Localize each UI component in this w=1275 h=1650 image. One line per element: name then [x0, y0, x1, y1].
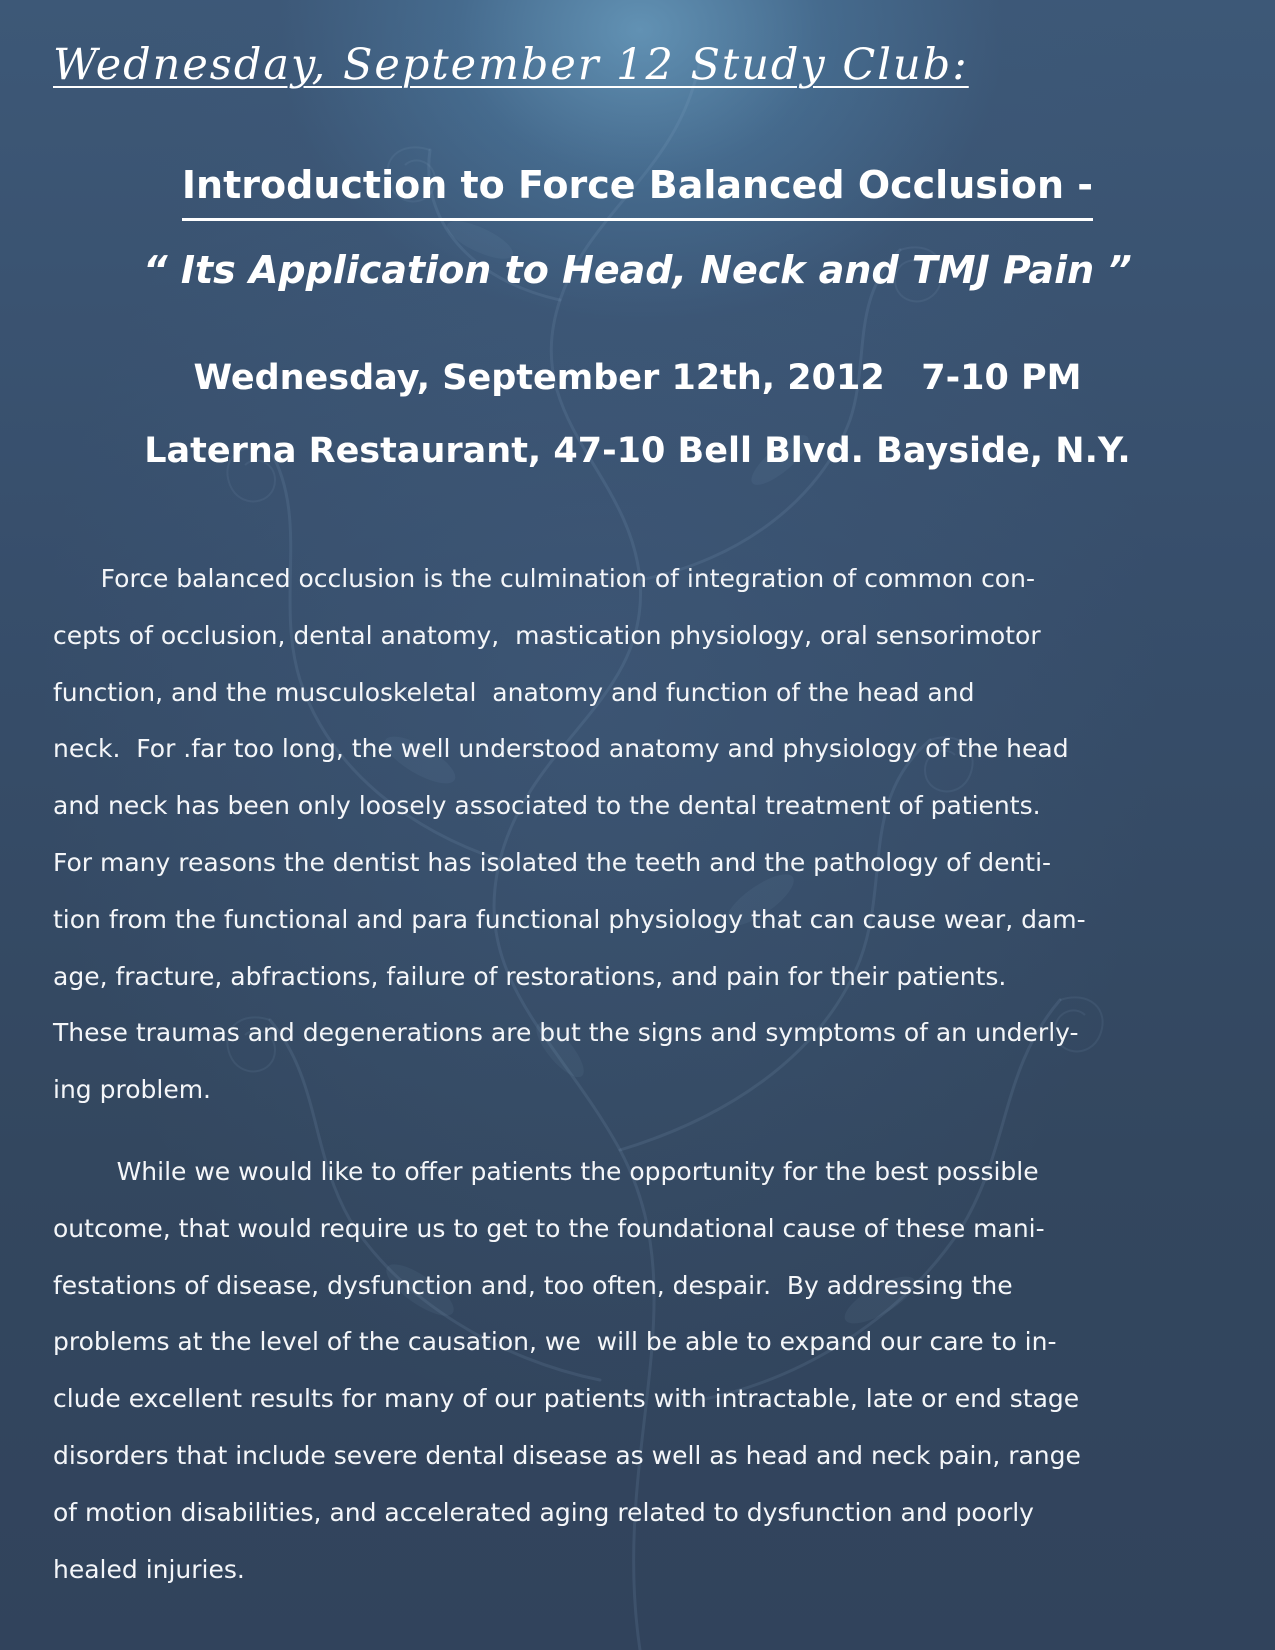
- paragraph-line: outcome, that would require us to get to the foundational cause of these mani-: [53, 1213, 1045, 1243]
- paragraph-line: These traumas and degenerations are but the signs and symptoms of an underly-: [53, 1018, 1079, 1048]
- study-club-heading: Wednesday, September 12 Study Club:: [53, 40, 969, 90]
- event-title-text: Introduction to Force Balanced Occlusion -: [182, 160, 1093, 221]
- paragraph-line: clude excellent results for many of our patients with intractable, late or end stage: [53, 1384, 1080, 1414]
- description-paragraph-1: [53, 551, 1228, 1119]
- description-paragraph-2: [53, 1144, 1228, 1598]
- paragraph-line: age, fracture, abfractions, failure of restorations, and pain for their patients.: [53, 961, 1007, 991]
- event-date-time: Wednesday, September 12th, 2012 7-10 PM: [193, 358, 1082, 398]
- paragraph-line: healed injuries.: [53, 1554, 245, 1584]
- paragraph-line: festations of disease, dysfunction and, too often, despair. By addressing the: [53, 1270, 1013, 1300]
- paragraph-line: While we would like to offer patients the opportunity for the best possible: [53, 1157, 1039, 1186]
- paragraph-line: and neck has been only loosely associated to the dental treatment of patients.: [53, 791, 1041, 821]
- paragraph-line: of motion disabilities, and accelerated aging related to dysfunction and poorly: [53, 1497, 1034, 1527]
- event-subtitle: “ Its Application to Head, Neck and TMJ Pain ”: [143, 248, 1132, 292]
- paragraph-line: disorders that include severe dental disease as well as head and neck pain, range: [53, 1440, 1081, 1470]
- paragraph-line: cepts of occlusion, dental anatomy, mastication physiology, oral sensorimotor: [53, 620, 1041, 650]
- event-title: [0, 160, 1275, 221]
- paragraph-line: problems at the level of the causation, we will be able to expand our care to in-: [53, 1327, 1057, 1357]
- paragraph-line: tion from the functional and para functional physiology that can cause wear, dam-: [53, 904, 1086, 934]
- paragraph-line: Force balanced occlusion is the culmination of integration of common con-: [53, 564, 1035, 593]
- paragraph-line: For many reasons the dentist has isolated the teeth and the pathology of denti-: [53, 847, 1052, 877]
- paragraph-line: neck. For .far too long, the well understood anatomy and physiology of the head: [53, 734, 1069, 764]
- paragraph-line: ing problem.: [53, 1075, 211, 1105]
- paragraph-line: function, and the musculoskeletal anatomy and function of the head and: [53, 677, 975, 707]
- event-venue: Laterna Restaurant, 47-10 Bell Blvd. Bayside, N.Y.: [144, 431, 1131, 471]
